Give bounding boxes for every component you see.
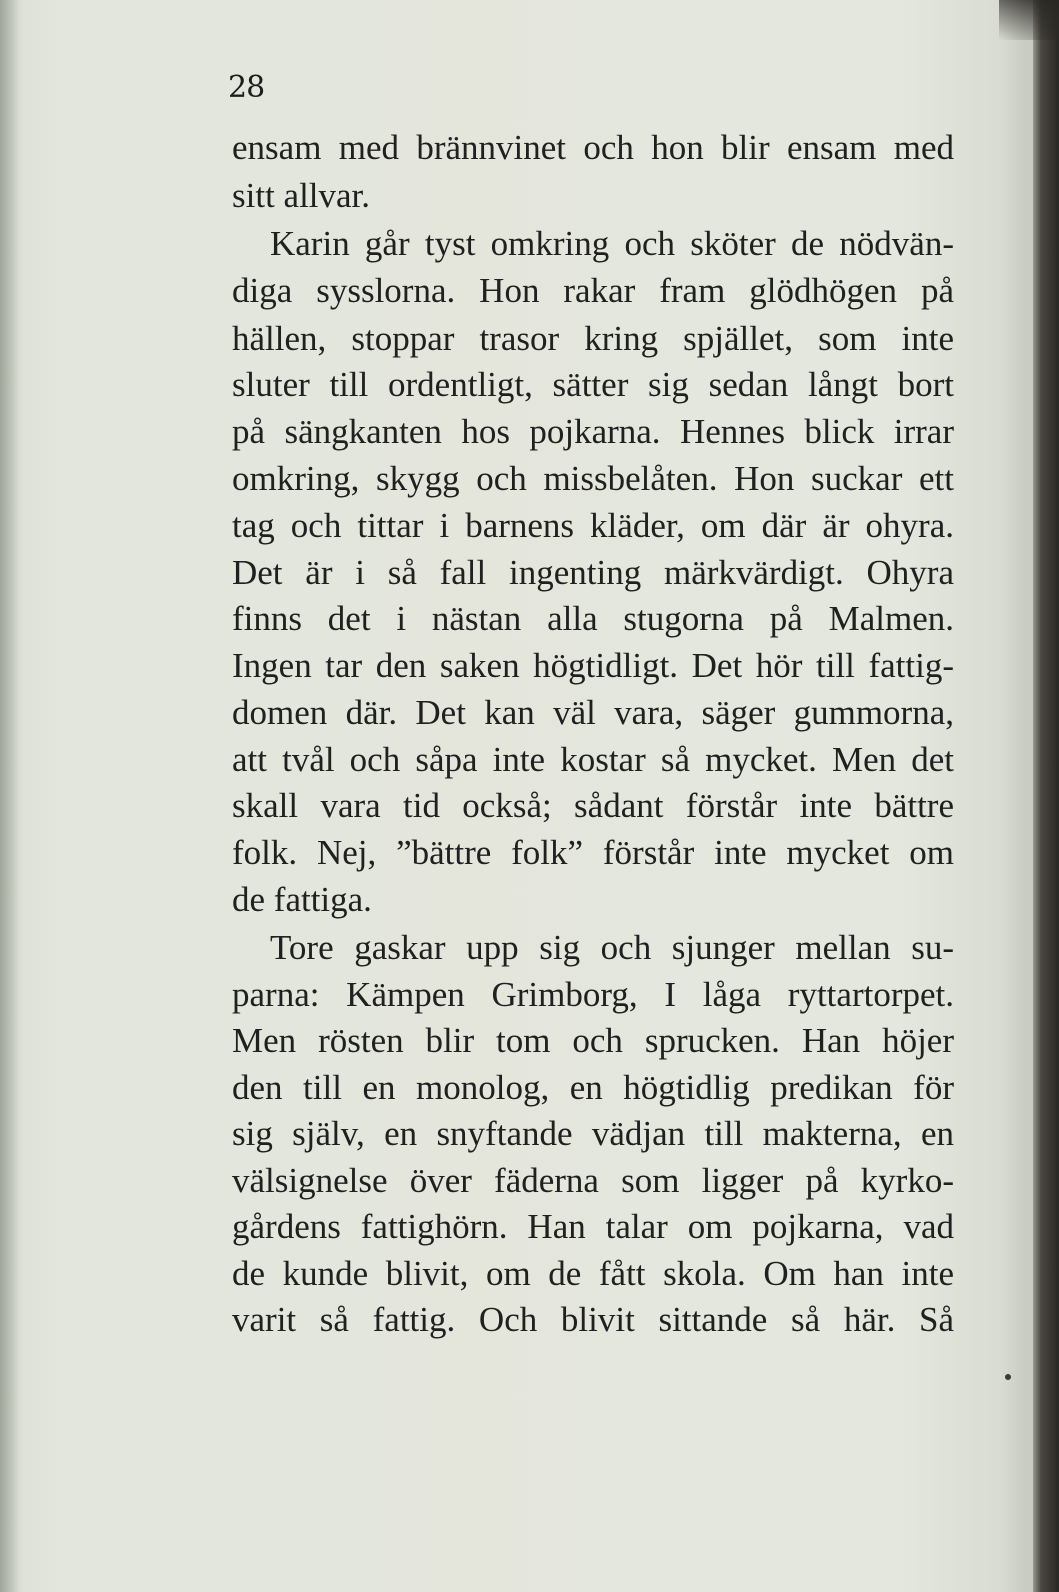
text-line: sitt allvar. — [232, 176, 371, 215]
text-line: Men rösten blir tom och sprucken. Han höjer — [232, 1021, 954, 1060]
page-corner-shadow — [999, 0, 1059, 40]
page-edge-shadow — [1033, 0, 1059, 1592]
text-line: den till en monolog, en högtidlig predikan för — [232, 1068, 954, 1107]
text-line: Ingen tar den saken högtidligt. Det hör till fattig- — [232, 646, 954, 685]
text-line: domen där. Det kan väl vara, säger gummorna, — [232, 693, 954, 732]
text-line: varit så fattig. Och blivit sittande så här. Så — [232, 1300, 954, 1339]
text-line: omkring, skygg och missbelåten. Hon suckar ett — [232, 459, 954, 498]
page-number: 28 — [228, 70, 265, 105]
text-line: välsignelse över fäderna som ligger på kyrko- — [232, 1161, 954, 1200]
text-line: tag och tittar i barnens kläder, om där är ohyra. — [232, 506, 954, 545]
text-line: folk. Nej, ”bättre folk” förstår inte mycket om — [232, 833, 954, 872]
text-line: finns det i nästan alla stugorna på Malmen. — [232, 599, 954, 638]
text-line: sluter till ordentligt, sätter sig sedan långt bort — [232, 365, 954, 404]
text-line: Det är i så fall ingenting märkvärdigt. Ohyra — [232, 553, 954, 592]
text-line: de kunde blivit, om de fått skola. Om han inte — [232, 1254, 954, 1293]
paper-speck — [1005, 1374, 1011, 1380]
page-gutter-shadow — [0, 0, 22, 1592]
text-line: skall vara tid också; sådant förstår inte bättre — [232, 786, 954, 825]
text-line: gårdens fattighörn. Han talar om pojkarna, vad — [232, 1207, 954, 1246]
text-line: hällen, stoppar trasor kring spjället, som inte — [232, 319, 954, 358]
text-line: de fattiga. — [232, 880, 372, 919]
text-line: diga sysslorna. Hon rakar fram glödhögen på — [232, 271, 954, 310]
text-line: parna: Kämpen Grimborg, I låga ryttartorpet. — [232, 975, 954, 1014]
text-line: på sängkanten hos pojkarna. Hennes blick irrar — [232, 412, 954, 451]
text-line: sig själv, en snyftande vädjan till makterna, en — [232, 1114, 954, 1153]
text-line: Tore gaskar upp sig och sjunger mellan su- — [270, 928, 954, 967]
text-line: ensam med brännvinet och hon blir ensam med — [232, 128, 954, 167]
text-line: att tvål och såpa inte kostar så mycket. Men det — [232, 740, 954, 779]
text-line: Karin går tyst omkring och sköter de nödvän- — [270, 224, 954, 263]
